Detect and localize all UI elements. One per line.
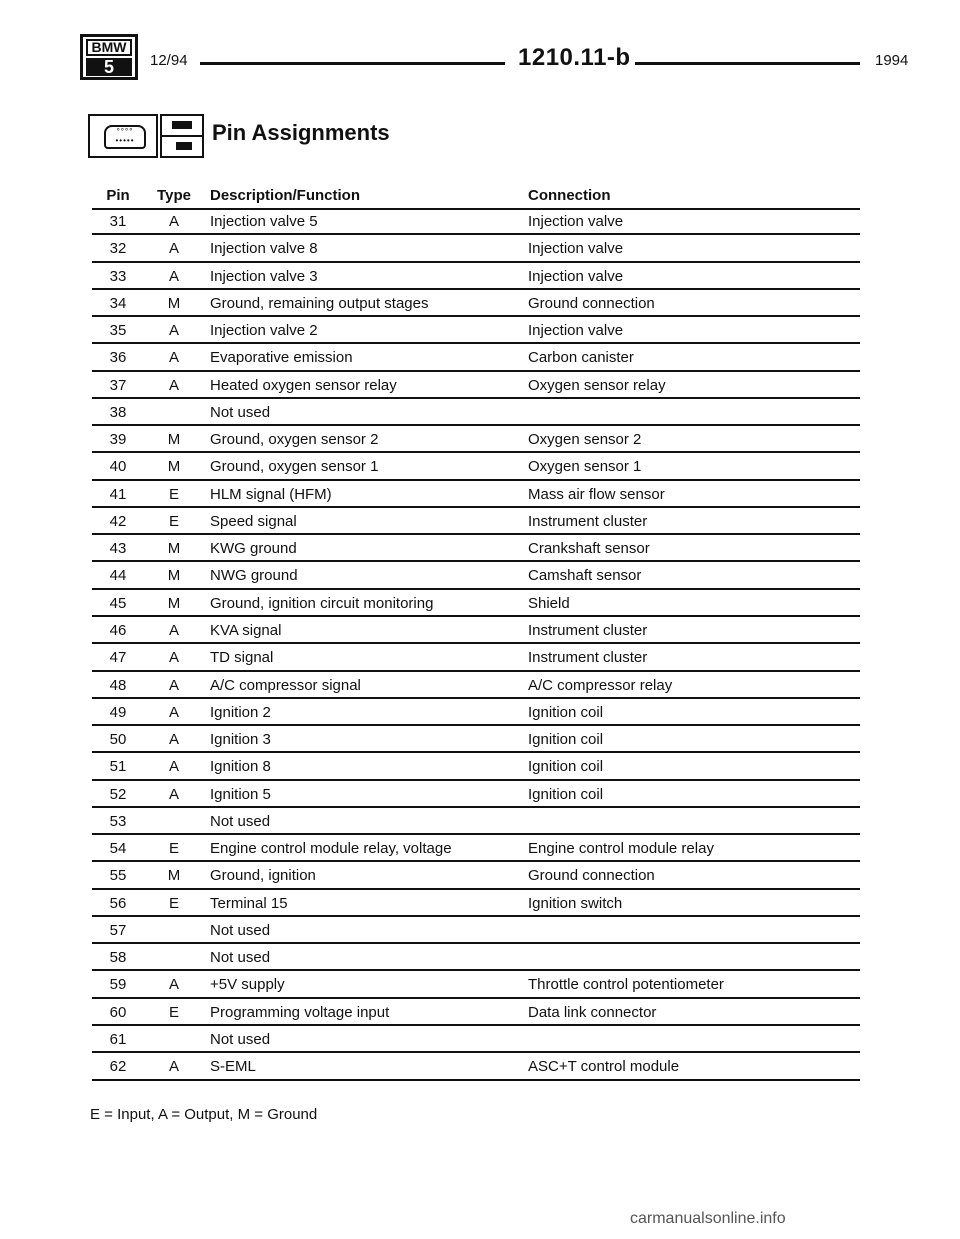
page-header	[80, 34, 909, 84]
connection-cell: Crankshaft sensor	[528, 540, 650, 558]
type-cell: E	[168, 485, 179, 503]
connection-cell: Mass air flow sensor	[528, 485, 665, 503]
pin-cell: 61	[109, 1030, 127, 1048]
connection-cell: Oxygen sensor relay	[528, 376, 666, 394]
connection-cell: Ground connection	[528, 867, 655, 885]
type-cell: A	[168, 649, 179, 667]
connection-cell: Oxygen sensor 2	[528, 431, 642, 449]
pin-cell: 45	[109, 594, 127, 612]
connection-cell: Ignition coil	[528, 703, 604, 721]
connection-cell: Throttle control potentiometer	[528, 976, 724, 994]
pin-cell: 36	[109, 349, 127, 367]
type-cell: M	[167, 567, 181, 585]
pin-cell: 40	[109, 458, 127, 476]
pin-cell: 46	[109, 621, 127, 639]
connection-cell: Instrument cluster	[528, 621, 648, 639]
description-cell: Not used	[210, 812, 271, 830]
pin-cell: 59	[109, 976, 127, 994]
description-cell: Not used	[210, 1030, 271, 1048]
table-row	[92, 1026, 860, 1053]
connection-cell: Carbon canister	[528, 349, 634, 367]
description-cell: A/C compressor signal	[210, 676, 361, 694]
table-body	[92, 208, 860, 1081]
table-row	[92, 1053, 860, 1080]
header-pin: Pin	[106, 187, 130, 204]
table-row	[92, 971, 860, 998]
description-cell: Ground, ignition	[210, 867, 316, 885]
description-cell: Injection valve 2	[210, 322, 318, 340]
section-heading	[88, 114, 488, 162]
table-row	[92, 235, 860, 262]
description-cell: Terminal 15	[210, 894, 288, 912]
type-cell: A	[168, 376, 179, 394]
table-row	[92, 562, 860, 589]
table-row	[92, 699, 860, 726]
description-cell: Programming voltage input	[210, 1003, 390, 1021]
table-header-row	[92, 186, 860, 208]
connection-cell: Ground connection	[528, 294, 655, 312]
description-cell: Ignition 8	[210, 758, 271, 776]
pin-cell: 54	[109, 840, 127, 858]
connection-cell: Camshaft sensor	[528, 567, 642, 585]
description-cell: Ignition 5	[210, 785, 271, 803]
pin-cell: 34	[109, 294, 127, 312]
description-cell: Evaporative emission	[210, 349, 353, 367]
connection-cell: Shield	[528, 594, 570, 612]
bmw-series-logo	[80, 34, 138, 80]
type-cell: A	[168, 213, 179, 230]
pin-cell: 41	[109, 485, 127, 503]
pin-cell: 60	[109, 1003, 127, 1021]
header-date: 12/94	[150, 52, 188, 69]
type-cell: A	[168, 676, 179, 694]
document-code: 1210.11-b	[518, 44, 631, 71]
connection-cell: Ignition coil	[528, 731, 604, 749]
connection-cell: Ignition switch	[528, 894, 623, 912]
header-type: Type	[157, 187, 191, 204]
connection-cell: Ignition coil	[528, 758, 604, 776]
description-cell: Not used	[210, 921, 271, 939]
connector-plug-icon: °°°° •••••	[88, 114, 158, 158]
table-row	[92, 781, 860, 808]
input-output-icon	[160, 114, 204, 158]
connection-cell: Oxygen sensor 1	[528, 458, 642, 476]
description-cell: Injection valve 5	[210, 213, 318, 230]
header-description: Description/Function	[210, 187, 360, 204]
type-cell: A	[168, 703, 179, 721]
type-cell: M	[167, 294, 181, 312]
table-row	[92, 590, 860, 617]
pin-cell: 39	[109, 431, 127, 449]
type-cell: A	[168, 785, 179, 803]
section-title: Pin Assignments	[212, 120, 390, 145]
pin-cell: 49	[109, 703, 127, 721]
description-cell: Not used	[210, 403, 271, 421]
pin-cell: 62	[109, 1058, 127, 1076]
table-row	[92, 399, 860, 426]
connection-cell: Instrument cluster	[528, 512, 648, 530]
description-cell: Injection valve 3	[210, 267, 318, 285]
type-cell: A	[168, 349, 179, 367]
table-row	[92, 644, 860, 671]
type-cell: E	[168, 512, 179, 530]
table-row	[92, 862, 860, 889]
type-cell: A	[168, 322, 179, 340]
header-rule-left	[200, 62, 505, 65]
description-cell: Injection valve 8	[210, 240, 318, 258]
connection-cell: Engine control module relay	[528, 840, 714, 858]
header-year: 1994	[875, 52, 909, 69]
description-cell: KWG ground	[210, 540, 297, 558]
description-cell: Engine control module relay, voltage	[210, 840, 452, 858]
pin-cell: 32	[109, 240, 127, 258]
connection-cell: A/C compressor relay	[528, 676, 673, 694]
description-cell: KVA signal	[210, 621, 282, 639]
pin-cell: 56	[109, 894, 127, 912]
description-cell: S-EML	[210, 1058, 256, 1076]
table-row	[92, 617, 860, 644]
table-row	[92, 753, 860, 780]
type-cell: E	[168, 840, 179, 858]
description-cell: +5V supply	[210, 976, 285, 994]
logo-brand-text: BMW	[86, 39, 132, 56]
description-cell: HLM signal (HFM)	[210, 485, 332, 503]
pin-assignment-table	[92, 186, 860, 1081]
pin-cell: 51	[109, 758, 127, 776]
connection-cell: ASC+T control module	[528, 1058, 680, 1076]
pin-cell: 50	[109, 731, 127, 749]
type-cell: M	[167, 458, 181, 476]
pin-cell: 42	[109, 512, 127, 530]
table-row	[92, 208, 860, 235]
pin-cell: 55	[109, 867, 127, 885]
pin-cell: 38	[109, 403, 127, 421]
table-row	[92, 726, 860, 753]
table-row	[92, 453, 860, 480]
pin-cell: 44	[109, 567, 127, 585]
description-cell: Heated oxygen sensor relay	[210, 376, 397, 394]
pin-cell: 43	[109, 540, 127, 558]
description-cell: Ground, oxygen sensor 2	[210, 431, 379, 449]
connection-cell: Instrument cluster	[528, 649, 648, 667]
type-cell: M	[167, 540, 181, 558]
table-row	[92, 835, 860, 862]
description-cell: TD signal	[210, 649, 274, 667]
type-cell: M	[167, 867, 181, 885]
pin-cell: 47	[109, 649, 127, 667]
connection-cell: Data link connector	[528, 1003, 657, 1021]
table-row	[92, 890, 860, 917]
header-rule-right	[635, 62, 860, 65]
type-cell: A	[168, 621, 179, 639]
table-row	[92, 372, 860, 399]
type-legend: E = Input, A = Output, M = Ground	[90, 1106, 318, 1123]
watermark: carmanualsonline.info	[630, 1210, 786, 1227]
type-cell: A	[168, 240, 179, 258]
pin-cell: 57	[109, 921, 127, 939]
table-row	[92, 263, 860, 290]
table-row	[92, 917, 860, 944]
connection-cell: Injection valve	[528, 322, 624, 340]
table-row	[92, 944, 860, 971]
table-row	[92, 344, 860, 371]
table-row	[92, 672, 860, 699]
pin-cell: 31	[109, 213, 127, 230]
pin-cell: 35	[109, 322, 127, 340]
table-row	[92, 290, 860, 317]
connection-cell: Injection valve	[528, 213, 624, 230]
type-cell: M	[167, 594, 181, 612]
pin-cell: 33	[109, 267, 127, 285]
pin-cell: 53	[109, 812, 127, 830]
description-cell: NWG ground	[210, 567, 298, 585]
table-row	[92, 317, 860, 344]
connection-cell: Ignition coil	[528, 785, 604, 803]
connection-cell: Injection valve	[528, 267, 624, 285]
description-cell: Ground, ignition circuit monitoring	[210, 594, 434, 612]
description-cell: Ground, oxygen sensor 1	[210, 458, 379, 476]
table-row	[92, 999, 860, 1026]
type-cell: E	[168, 894, 179, 912]
table-row	[92, 426, 860, 453]
description-cell: Speed signal	[210, 512, 297, 530]
type-cell: A	[168, 267, 179, 285]
type-cell: A	[168, 976, 179, 994]
table-row	[92, 508, 860, 535]
connection-cell: Injection valve	[528, 240, 624, 258]
type-cell: A	[168, 731, 179, 749]
pin-cell: 58	[109, 949, 127, 967]
type-cell: A	[168, 1058, 179, 1076]
header-connection: Connection	[528, 187, 611, 204]
table-row	[92, 808, 860, 835]
description-cell: Not used	[210, 949, 271, 967]
table-row	[92, 481, 860, 508]
description-cell: Ground, remaining output stages	[210, 294, 429, 312]
type-cell: A	[168, 758, 179, 776]
type-cell: M	[167, 431, 181, 449]
description-cell: Ignition 3	[210, 731, 271, 749]
description-cell: Ignition 2	[210, 703, 271, 721]
pin-cell: 48	[109, 676, 127, 694]
pin-cell: 52	[109, 785, 127, 803]
type-cell: E	[168, 1003, 179, 1021]
table-row	[92, 535, 860, 562]
pin-cell: 37	[109, 376, 127, 394]
logo-series-text: 5	[86, 58, 132, 76]
